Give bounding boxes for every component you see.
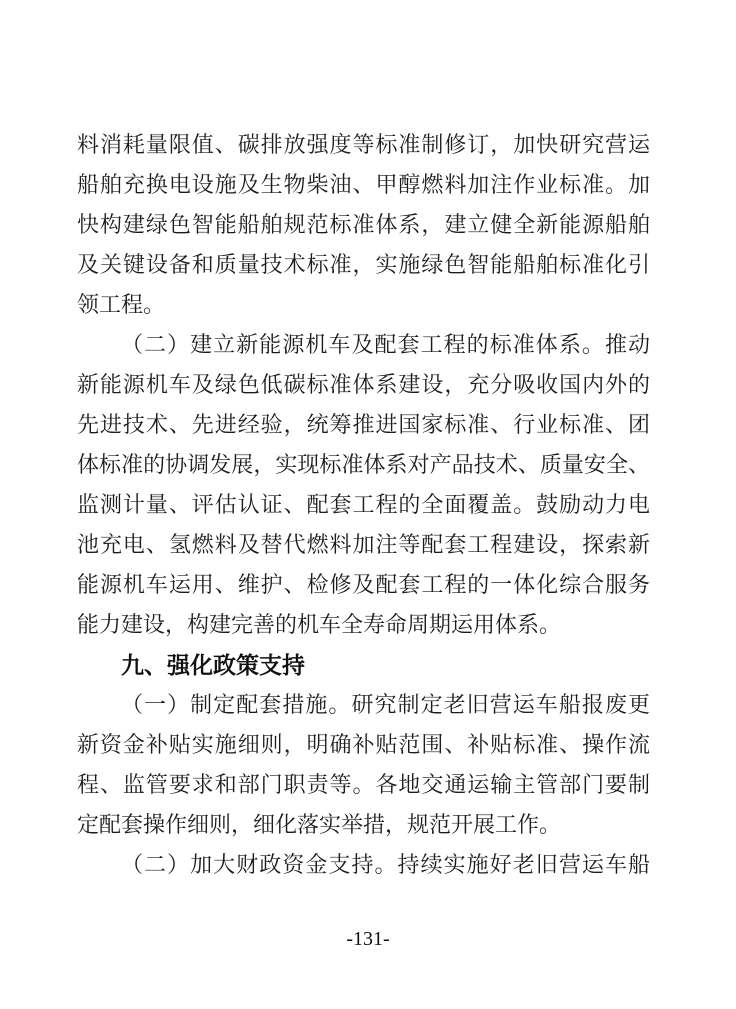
text-line: （一）制定配套措施。研究制定老旧营运车船报废更 <box>121 692 650 717</box>
section-heading: 九、强化政策支持 <box>121 652 305 678</box>
text-line: 快构建绿色智能船舶规范标准体系，建立健全新能源船舶 <box>77 212 650 237</box>
text-line: 及关键设备和质量技术标准，实施绿色智能船舶标准化引 <box>77 252 650 277</box>
text-line: 能力建设，构建完善的机车全寿命周期运用体系。 <box>77 612 562 637</box>
page-number: -131- <box>346 928 390 950</box>
text-line: （二）加大财政资金支持。持续实施好老旧营运车船 <box>121 852 650 877</box>
text-line: 程、监管要求和部门职责等。各地交通运输主管部门要制 <box>77 772 650 797</box>
text-line: 池充电、氢燃料及替代燃料加注等配套工程建设，探索新 <box>77 532 650 557</box>
text-line: 能源机车运用、维护、检修及配套工程的一体化综合服务 <box>77 572 650 597</box>
text-line: 料消耗量限值、碳排放强度等标准制修订，加快研究营运 <box>77 132 650 157</box>
text-line: 先进技术、先进经验，统筹推进国家标准、行业标准、团 <box>77 412 650 437</box>
text-line: 新资金补贴实施细则，明确补贴范围、补贴标准、操作流 <box>77 732 650 757</box>
text-line: 体标准的协调发展，实现标准体系对产品技术、质量安全、 <box>77 452 650 477</box>
text-line: （二）建立新能源机车及配套工程的标准体系。推动 <box>121 332 650 357</box>
text-line: 新能源机车及绿色低碳标准体系建设，充分吸收国内外的 <box>77 372 650 397</box>
text-line: 定配套操作细则，细化落实举措，规范开展工作。 <box>77 812 562 837</box>
text-line: 监测计量、评估认证、配套工程的全面覆盖。鼓励动力电 <box>77 492 650 517</box>
text-line: 船舶充换电设施及生物柴油、甲醇燃料加注作业标准。加 <box>77 172 650 197</box>
text-line: 领工程。 <box>77 292 166 317</box>
text-block <box>77 125 650 885</box>
